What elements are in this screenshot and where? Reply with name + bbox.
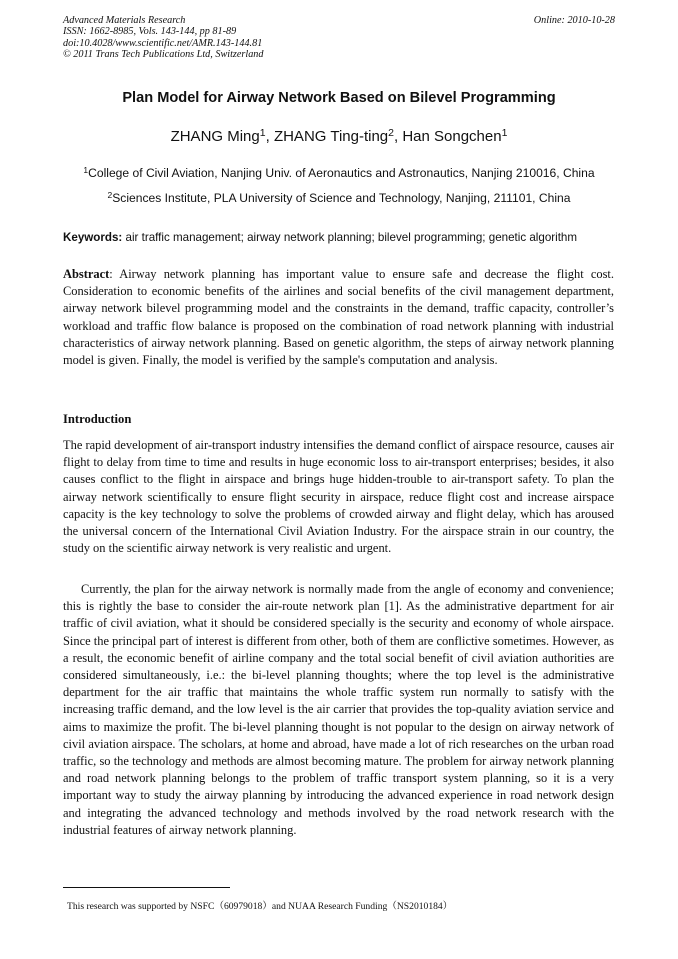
keywords-line (63, 231, 623, 244)
paper-title: Plan Model for Airway Network Based on Bilevel Programming (122, 90, 556, 106)
keywords-label: Keywords: (63, 231, 123, 244)
funding-footnote: This research was supported by NSFC（60979018）and NUAA Research Funding（NS2010184） (67, 901, 453, 912)
issn-line: ISSN: 1662-8985, Vols. 143-144, pp 81-89 (63, 26, 237, 38)
abstract-paragraph (63, 266, 614, 369)
introduction-heading: Introduction (63, 412, 132, 426)
author-affiliation-marker: 1 (259, 127, 266, 140)
affiliation-text: College of Civil Aviation, Nanjing Univ. of Aeronautics and Astronautics, Nanjing 210016, China (88, 166, 595, 180)
online-date: Online: 2010-10-28 (533, 15, 615, 26)
abstract-text: : Airway network planning has important value to ensure safe and decrease the flight cost. Consideration to economic benefits of the airlines and social benefits of the civil management department, airway network bilevel programming model and the constraints in the demand, traffic capacity, controller’s workload and traffic flow balance is proposed on the combination of road network planning with industrial characteristics of airway network planning. Based on genetic algorithm, the steps of airway network planning model is given. Finally, the model is verified by the sample's computation and analysis. (63, 267, 614, 368)
affiliation-marker: 2 (107, 190, 113, 201)
abstract-label: Abstract (63, 267, 110, 281)
copyright-line: © 2011 Trans Tech Publications Ltd, Switzerland (63, 48, 264, 60)
author-list (0, 128, 678, 145)
author-name: Han Songchen (402, 128, 502, 145)
keywords-text: air traffic management; airway network planning; bilevel programming; genetic algorithm (125, 231, 578, 244)
journal-name: Advanced Materials Research (63, 15, 186, 26)
author-separator: , (393, 128, 403, 145)
intro-paragraph-2: Currently, the plan for the airway network is normally made from the angle of economy and convenience; this is rightly the base to consider the air-route network plan [1]. As the administrative department for air traffic of civil aviation, what it should be considered specially is the security and economy of whole airspace. Since the principal part of interest is different from other, both of them are conflictive sometimes. However, as a result, the economic benefit of airline company and the total social benefit of civil aviation authorities are considered simultaneously, i.e.: the bi-level planning thoughts; where the top level is the administrative department for the air traffic that maintains the whole traffic system run normally to satisfy with the increasing traffic demand, and the low level is the air carrier that provides the top-quality aviation service and aims to maximize the profit. The bi-level planning thought is not popular to the design on airway network of civil aviation airspace. The scholars, at home and abroad, have made a lot of rich researches on the urban road traffic, so the technology and methods are almost becoming mature. The problem for airway network planning and road network planning belongs to the problem of traffic transport system planning, so it is a very important way to study the airway planning by introducing the advanced experience in road network design and integrating the advanced technology and methods involved by the road network research with the industrial features of airway network planning. (63, 582, 614, 837)
affiliation-marker: 1 (83, 165, 89, 176)
doi-line: doi:10.4028/www.scientific.net/AMR.143-144.81 (63, 37, 263, 49)
intro-paragraph-1: The rapid development of air-transport industry intensifies the demand conflict of airspace resource, causes air flight to delay from time to time and results in huge economic loss to air-transport enterprises; besides, it also causes conflict to the flight in airspace and brings huge hidden-trouble to air-transport safety. To plan the airway network scientifically to ensure flight security in airspace, reduce flight cost and increase airspace capacity is the key technology to solve the problems of crowded airway and flight delay, which has aroused the universal concern of the International Civil Aviation Industry. For the airspace strain in our country, the study on the scientific airway network is very realistic and urgent. (63, 438, 614, 556)
affiliation-1 (0, 166, 678, 180)
author-affiliation-marker: 2 (388, 127, 394, 140)
author-name: ZHANG Ming (170, 128, 260, 145)
affiliation-text: Sciences Institute, PLA University of Science and Technology, Nanjing, 211101, China (112, 191, 571, 205)
journal-header (63, 15, 615, 60)
affiliation-2 (0, 191, 678, 205)
author-name: ZHANG Ting-ting (273, 128, 389, 145)
author-affiliation-marker: 1 (501, 127, 508, 140)
footnote-rule (63, 887, 230, 888)
author-separator: , (265, 128, 274, 145)
